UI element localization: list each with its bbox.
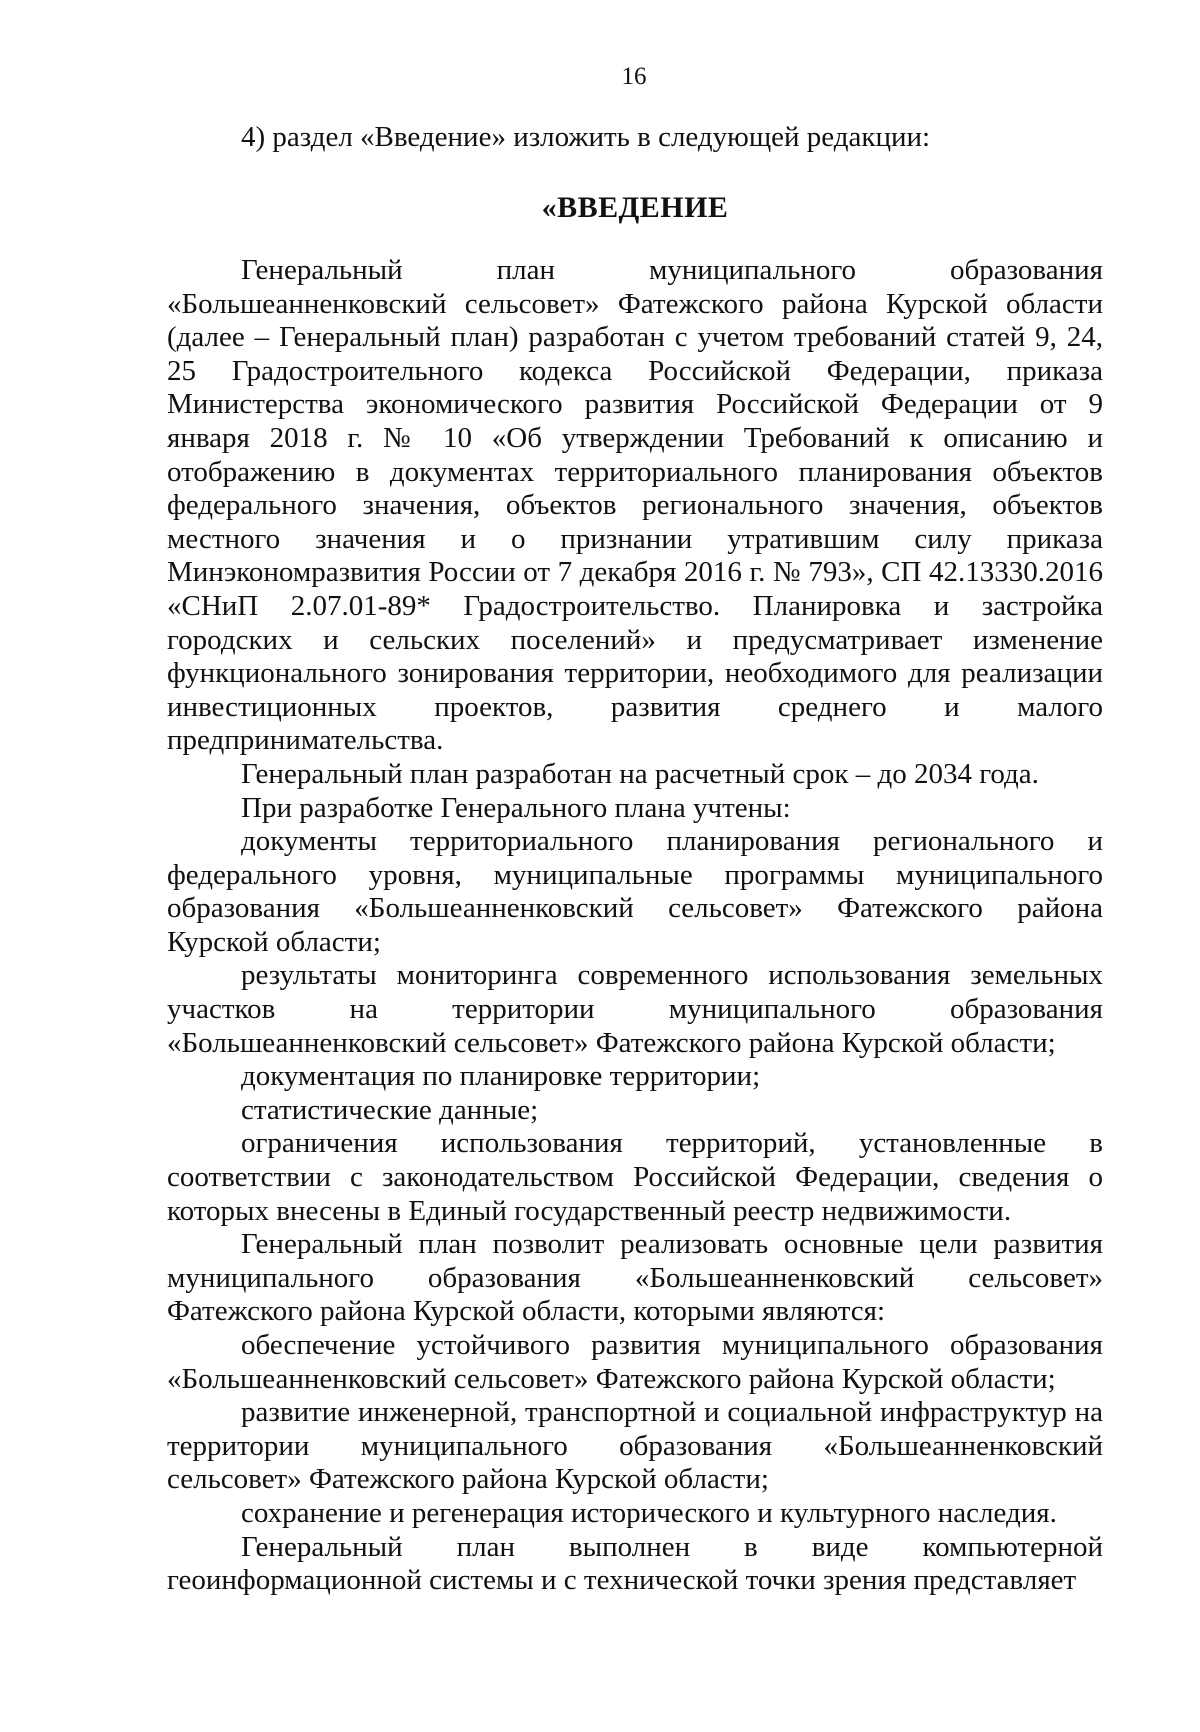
paragraph-term: Генеральный план разработан на расчетный срок – до 2034 года. xyxy=(241,757,1039,790)
list-item-infrastructure: развитие инженерной, транспортной и социальной инфраструктур на территории муниципального образования «Большеанненковский сельсовет» Фатежского района Курской области; xyxy=(167,1396,1103,1496)
section-heading: «ВВЕДЕНИЕ xyxy=(541,191,729,224)
amendment-instruction: 4) раздел «Введение» изложить в следующей редакции: xyxy=(241,121,931,153)
paragraph-goals: Генеральный план позволит реализовать основные цели развития муниципального образования «Большеанненковский сельсовет» Фатежского района Курской области, которыми являются: xyxy=(167,1228,1103,1328)
list-item-planning-documentation: документация по планировке территории; xyxy=(241,1060,761,1093)
paragraph-intro: Генеральный план муниципального образования «Большеанненковский сельсовет» Фатежского района Курской области (далее – Генеральный план) разработан с учетом требований статей 9, 24, 25 Градостроительного кодекса Российской Федерации, приказа Министерства экономического развития Российской Федерации от 9 января 2018 г. № 10 «Об утверждении Требований к описанию и отображению в документах территориального планирования объектов федерального значения, объектов регионального значения, объектов местного значения и о признании утратившим силу приказа Минэкономразвития России от 7 декабря 2016 г. № 793», СП 42.13330.2016 «СНиП 2.07.01-89* Градостроительство. Планировка и застройка городских и сельских поселений» и предусматривает изменение функционального зонирования территории, необходимого для реализации инвестиционных проектов, развития среднего и малого предпринимательства. xyxy=(167,254,1103,757)
list-item-restrictions: ограничения использования территорий, установленные в соответствии с законодательством Российской Федерации, сведения о которых внесены в Единый государственный реестр недвижимости. xyxy=(167,1127,1103,1227)
paragraph-considered: При разработке Генерального плана учтены: xyxy=(241,791,791,824)
section-body xyxy=(167,254,1103,1598)
list-item-sustainable-development: обеспечение устойчивого развития муниципального образования «Большеанненковский сельсовет» Фатежского района Курской области; xyxy=(167,1329,1103,1395)
list-item-heritage: сохранение и регенерация исторического и культурного наследия. xyxy=(241,1496,1057,1529)
list-item-planning-documents: документы территориального планирования регионального и федерального уровня, муниципальные программы муниципального образования «Большеанненковский сельсовет» Фатежского района Курской области; xyxy=(167,825,1103,958)
paragraph-gis: Генеральный план выполнен в виде компьютерной геоинформационной системы и с технической точки зрения представляет xyxy=(167,1530,1103,1597)
page-number: 16 xyxy=(621,63,647,90)
list-item-monitoring-results: результаты мониторинга современного использования земельных участков на территории муниципального образования «Большеанненковский сельсовет» Фатежского района Курской области; xyxy=(167,959,1103,1059)
list-item-statistics: статистические данные; xyxy=(241,1093,539,1126)
